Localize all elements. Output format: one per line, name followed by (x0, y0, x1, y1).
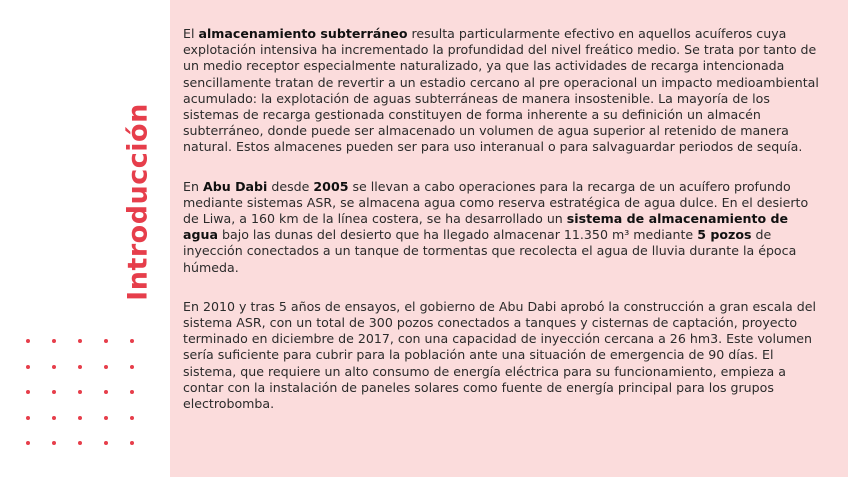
text-run: En (183, 178, 203, 194)
dot-icon (26, 365, 30, 369)
dot-icon (26, 390, 30, 394)
left-sidebar (0, 0, 170, 477)
paragraph (183, 179, 823, 276)
text-run: desde (267, 178, 314, 194)
body-text (183, 26, 823, 435)
text-run: de inyección conectados a un tanque de tormentas que recolecta el agua de lluvia durante la época húmeda. (183, 227, 797, 275)
bold-text: 5 pozos (697, 227, 752, 243)
dot-icon (104, 365, 108, 369)
dot-icon (130, 390, 134, 394)
bold-text: sistema de almacenamiento de agua (183, 211, 789, 243)
section-title: Introducción (122, 103, 154, 301)
dot-icon (104, 339, 108, 343)
bold-text: 2005 (313, 178, 349, 194)
dot-icon (26, 441, 30, 445)
dot-icon (26, 339, 30, 343)
bold-text: Abu Dabi (202, 178, 268, 194)
dot-icon (26, 416, 30, 420)
dot-icon (130, 339, 134, 343)
text-run: En 2010 y tras 5 años de ensayos, el gobierno de Abu Dabi aprobó la construcción a gran escala del sistema ASR, con un total de 300 pozos conectados a tanques y cisternas de captación, proyecto terminado en diciembre de 2017, con una capacidad de inyección cercana a 26 hm3. Este volumen sería suficiente para cubrir para la población ante una situación de emergencia de 90 días. El sistema, que requiere un alto consumo de energía eléctrica para su funcionamiento, empieza a contar con la instalación de paneles solares como fuente de energía principal para los grupos electrobomba. (183, 298, 816, 412)
dot-icon (78, 365, 82, 369)
dot-icon (52, 365, 56, 369)
text-run: bajo las dunas del desierto que ha llegado almacenar 11.350 m³ mediante (217, 227, 698, 243)
decorative-dot-grid (26, 339, 156, 467)
dot-icon (78, 390, 82, 394)
paragraph (183, 26, 823, 156)
dot-icon (130, 416, 134, 420)
dot-icon (78, 416, 82, 420)
bold-text: almacenamiento subterráneo (198, 26, 408, 41)
text-run: El (183, 26, 199, 41)
dot-icon (52, 441, 56, 445)
text-run: resulta particularmente efectivo en aquellos acuíferos cuya explotación intensiva ha incrementado la profundidad del nivel freático medio. Se trata por tanto de un medio receptor especialmente naturalizado, ya que las actividades de recarga intencionada sencillamente tratan de revertir a un estadio cercano al pre operacional un impacto medioambiental acumulado: la explotación de aguas subterráneas de manera insostenible. La mayoría de los sistemas de recarga gestionada constituyen de forma inherente a su definición un almacén subterráneo, donde puede ser almacenado un volumen de agua superior al retenido de manera natural. Estos almacenes pueden ser para uso interanual o para salvaguardar periodos de sequía. (183, 26, 819, 155)
dot-icon (78, 339, 82, 343)
dot-icon (52, 416, 56, 420)
dot-icon (52, 339, 56, 343)
dot-icon (130, 441, 134, 445)
dot-icon (52, 390, 56, 394)
dot-icon (104, 416, 108, 420)
dot-icon (104, 441, 108, 445)
dot-icon (78, 441, 82, 445)
text-run: se llevan a cabo operaciones para la recarga de un acuífero profundo mediante sistemas ASR, se almacena agua como reserva estratégica de agua dulce. En el desierto de Liwa, a 160 km de la línea costera, se ha desarrollado un (183, 178, 809, 227)
dot-icon (130, 365, 134, 369)
dot-icon (104, 390, 108, 394)
paragraph (183, 299, 823, 412)
